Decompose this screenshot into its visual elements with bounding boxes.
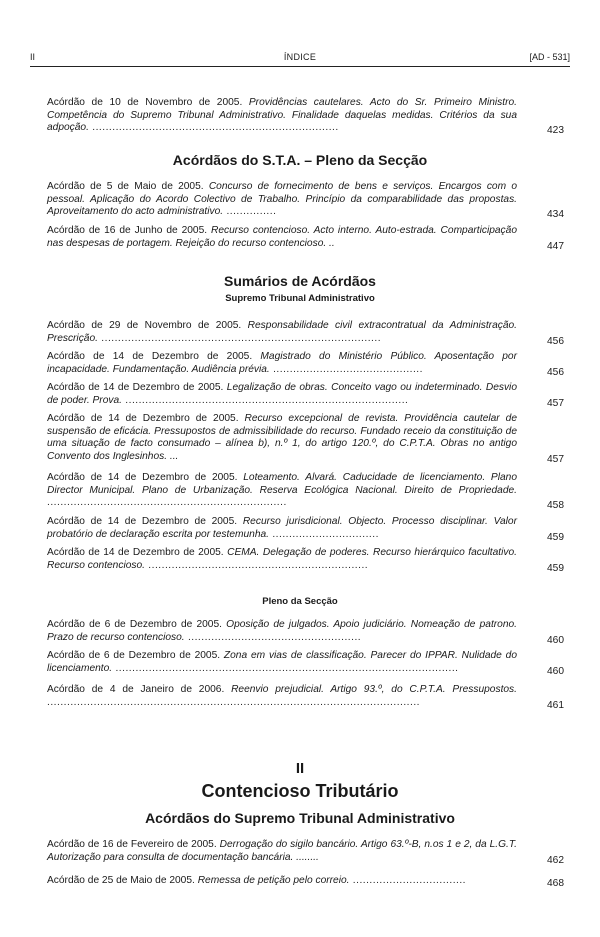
index-entry: Acórdão de 16 de Junho de 2005. Recurso contencioso. Acto interno. Auto-estrada. Comparticipação nas despesas de portagem. Rejeição do recurso contencioso. .. 447	[47, 225, 564, 252]
index-entry: Acórdão de 4 de Janeiro de 2006. Reenvio prejudicial. Artigo 93.º, do C.P.T.A. Pressupostos. ................................................................................................................ 461	[47, 684, 564, 711]
section-title: Pleno da Secção	[262, 596, 338, 607]
page-number: 468	[547, 878, 564, 889]
page-header	[30, 52, 570, 66]
page-number: 447	[547, 240, 564, 252]
index-entry: Acórdão de 14 de Dezembro de 2005. Recurso excepcional de revista. Providência cautelar de suspensão de eficácia. Pressupostos de admissibilidade do recurso. Fundado receio da constituição de uma situação de facto consumado – alínea b), n.º 1, do artigo 120.º, do C.P.T.A. Obras no antigo Convento dos Inglesinhos. ... 457	[47, 413, 564, 465]
index-entry: Acórdão de 6 de Dezembro de 2005. Zona em vias de classificação. Parecer do IPPAR. Nulidade do licenciamento. ....................................................................................................... 460	[47, 650, 564, 677]
index-entry: Acórdão de 25 de Maio de 2005. Remessa de petição pelo correio. .................................. 468	[47, 875, 564, 889]
page-number: 456	[547, 335, 564, 347]
header-center: ÍNDICE	[283, 52, 317, 62]
part-title: Contencioso Tributário	[201, 781, 399, 801]
header-right: [AD - 531]	[529, 52, 570, 62]
page-number: 460	[547, 634, 564, 646]
index-entry: Acórdão de 14 de Dezembro de 2005. Magistrado do Ministério Público. Aposentação por incapacidade. Fundamentação. Audiência prévia. ............................................. 456	[47, 351, 564, 378]
page-number: 457	[547, 453, 564, 465]
header-left: II	[30, 52, 36, 62]
page-number: 456	[547, 366, 564, 378]
page-number: 461	[547, 699, 564, 711]
index-entry: Acórdão de 5 de Maio de 2005. Concurso de fornecimento de bens e serviços. Encargos com o pessoal. Aplicação do Acordo Colectivo de Trabalho. Princípio da comparabilidade das propostas. Aproveitamento do acto administrativo. ............... 434	[47, 181, 564, 221]
page-number: 462	[547, 854, 564, 866]
page-number: 458	[547, 500, 564, 512]
index-entry: Acórdão de 6 de Dezembro de 2005. Oposição de julgados. Apoio judiciário. Nomeação de patrono. Prazo de recurso contencioso. .................................................... 460	[47, 619, 564, 646]
part-subtitle: Acórdãos do Supremo Tribunal Administrativo	[145, 810, 455, 826]
part-number: II	[295, 760, 305, 777]
index-entry: Acórdão de 14 de Dezembro de 2005. Legalização de obras. Conceito vago ou indeterminado. Desvio de poder. Prova. ..................................................................................... 457	[47, 382, 564, 409]
index-entry: Acórdão de 29 de Novembro de 2005. Responsabilidade civil extracontratual da Administração. Prescrição. .................................................................................... 456	[47, 320, 564, 347]
index-entry: Acórdão de 14 de Dezembro de 2005. Loteamento. Alvará. Caducidade de licenciamento. Plano Director Municipal. Plano de Urbanização. Reserva Ecológica Nacional. Direito de Propriedade. ........................................................................ 458	[47, 472, 564, 512]
section-title: Acórdãos do S.T.A. – Pleno da Secção	[172, 152, 428, 168]
header-divider	[30, 66, 570, 67]
page-number: 423	[547, 125, 564, 137]
page-number: 459	[547, 531, 564, 543]
page-number: 457	[547, 397, 564, 409]
index-entry: Acórdão de 14 de Dezembro de 2005. CEMA. Delegação de poderes. Recurso hierárquico facultativo. Recurso contencioso. .................................................................. 459	[47, 547, 564, 574]
section-subtitle: Supremo Tribunal Administrativo	[225, 293, 375, 304]
index-entry: Acórdão de 14 de Dezembro de 2005. Recurso jurisdicional. Objecto. Processo disciplinar. Valor probatório de declaração escrita por testemunha. ................................ 459	[47, 516, 564, 543]
section-title: Sumários de Acórdãos	[224, 273, 376, 289]
page-number: 459	[547, 562, 564, 574]
index-entry: Acórdão de 10 de Novembro de 2005. Providências cautelares. Acto do Sr. Primeiro Ministro. Competência do Supremo Tribunal Administrativo. Finalidade daquelas medidas. Critérios da sua adpoção. .......................................................................... 423	[47, 97, 564, 137]
page-number: 460	[547, 665, 564, 677]
page-number: 434	[547, 209, 564, 221]
index-entry: Acórdão de 16 de Fevereiro de 2005. Derrogação do sigilo bancário. Artigo 63.º-B, n.os 1 e 2, da L.G.T. Autorização para consulta de documentação bancária. ........ 462	[47, 839, 564, 866]
